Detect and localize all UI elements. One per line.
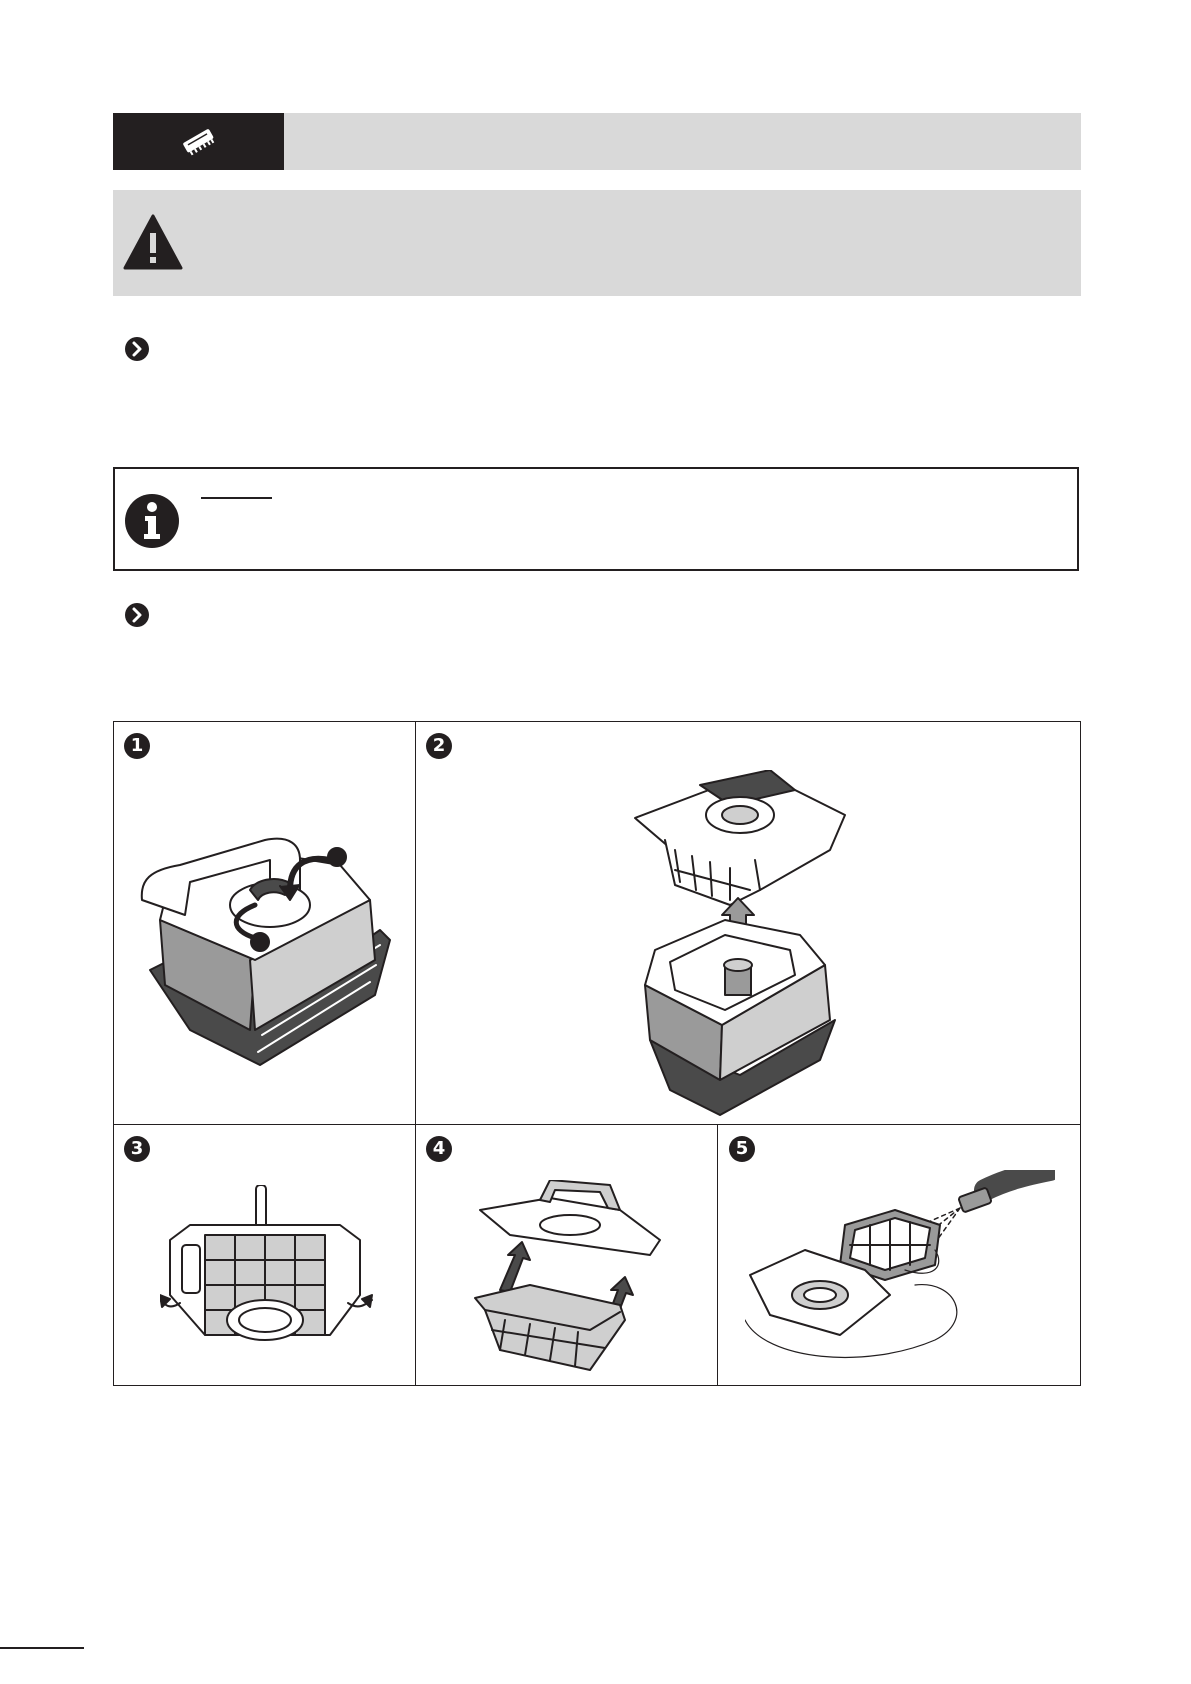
warning-triangle-icon xyxy=(123,213,183,271)
step-number-badge: 3 xyxy=(124,1136,150,1162)
robot-lift-filter-illustration xyxy=(630,770,870,1120)
info-box xyxy=(113,467,1079,571)
filter-rinse-hose-illustration xyxy=(745,1170,1055,1375)
warning-panel xyxy=(113,190,1081,296)
grid-divider xyxy=(113,1124,1081,1125)
brush-icon xyxy=(179,125,219,159)
section-header-icon-box xyxy=(113,113,284,170)
grid-divider xyxy=(717,1124,718,1386)
step-number-badge: 5 xyxy=(729,1136,755,1162)
step-number-badge: 1 xyxy=(124,733,150,759)
grid-divider xyxy=(415,721,416,1386)
footer-rule xyxy=(0,1647,84,1649)
step-number-badge: 4 xyxy=(426,1136,452,1162)
info-heading-underline xyxy=(201,497,272,499)
filter-unlock-clips-illustration xyxy=(160,1185,375,1365)
robot-cleaner-open-lid-illustration xyxy=(130,820,400,1085)
filter-separate-basket-illustration xyxy=(470,1180,670,1375)
step-number-badge: 2 xyxy=(426,733,452,759)
chevron-right-circle-icon xyxy=(124,602,150,628)
info-circle-icon xyxy=(124,493,180,549)
chevron-right-circle-icon xyxy=(124,336,150,362)
